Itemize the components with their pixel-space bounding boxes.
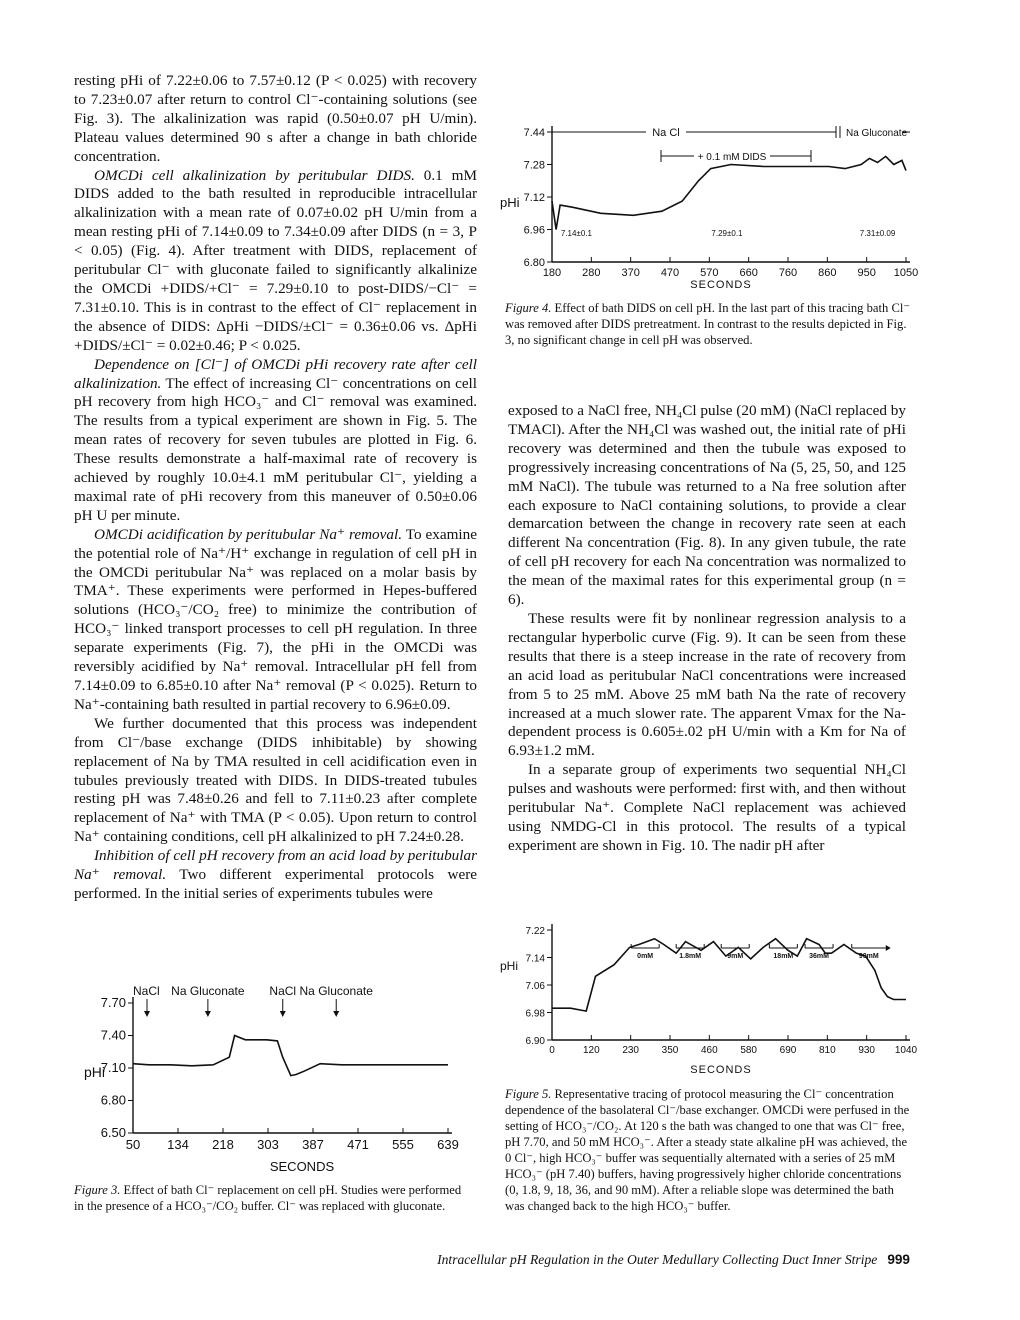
page-number: 999 (887, 1252, 910, 1267)
x-axis-label: SECONDS (690, 1064, 752, 1076)
annotation-label: 90mM (858, 953, 879, 960)
x-tick-label: 134 (167, 1137, 189, 1152)
x-tick-label: 120 (582, 1045, 600, 1056)
paragraph: resting pHi of 7.22±0.06 to 7.57±0.12 (P < 0.025) with recovery to 7.23±0.07 after return to control Cl⁻-containing solutions (see Fig. 3). The alkalinization was rapid (0.50±0.07 pH U/min). Plateau values determined 90 s after a change in bath chloride concentration. (74, 72, 477, 165)
figure-3-chart (84, 984, 468, 1175)
value-label: 7.14±0.1 (560, 229, 592, 238)
x-tick-label: 460 (700, 1045, 718, 1056)
x-tick-label: 555 (392, 1137, 414, 1152)
y-tick-label: 7.14 (525, 953, 545, 965)
x-axis-label: SECONDS (690, 279, 752, 291)
x-tick-label: 280 (582, 267, 601, 279)
x-tick-label: 350 (661, 1045, 679, 1056)
section-heading: OMCDi cell alkalinization by peritubular DIDS. (94, 166, 415, 184)
x-tick-label: 470 (660, 267, 680, 279)
y-tick-label: 7.40 (100, 1027, 126, 1043)
x-tick-label: 471 (347, 1137, 369, 1152)
x-tick-label: 1040 (894, 1045, 918, 1056)
value-label: 7.31±0.09 (859, 229, 896, 238)
annotation-label: 0mM (637, 953, 654, 960)
y-axis-label: pHi (84, 1064, 106, 1080)
section-heading: Dependence on [Cl⁻] of OMCDi pHi recovery rate after cell alkalinization. (74, 355, 477, 392)
series-line (133, 1036, 448, 1076)
x-tick-label: 218 (212, 1137, 234, 1152)
right-column (508, 402, 906, 856)
y-tick-label: 6.96 (523, 224, 545, 237)
x-tick-label: 660 (739, 267, 758, 279)
y-tick-label: 6.98 (525, 1008, 545, 1020)
x-tick-label: 950 (857, 267, 876, 279)
section-heading: Inhibition of cell pH recovery from an acid load by peritubular Na⁺ removal. (74, 847, 477, 884)
x-tick-label: 580 (740, 1045, 758, 1056)
x-tick-label: 0 (549, 1045, 555, 1056)
running-footer (400, 1252, 910, 1268)
paragraph: exposed to a NaCl free, NH₄Cl pulse (20 mM) (NaCl replaced by TMACl). After the NH₄Cl was washed out, the initial rate of pHi recovery was determined and then the tubule was exposed to progressively increasing concentrations of Na (5, 25, 50, and 125 mM NaCl). The tubule was returned to a Na free solution after each exposure to NaCl containing solutions, to provide a clear demarcation between the change in recovery rate seen at each different Na concentration (Fig. 8). In any given tubule, the rate of cell pH recovery for each Na concentration was normalized to the mean of the maximal rates for this experimental group (n = 6). (508, 402, 906, 609)
left-column (74, 72, 477, 904)
figure-4-caption: Figure 4. Effect of bath DIDS on cell pH. In the last part of this tracing bath Cl⁻ was removed after DIDS pretreatment. In contrast to the results depicted in Fig. 3, no significant change in cell pH was observed. (505, 301, 911, 347)
annotation-label: Na Gluconate (846, 128, 908, 139)
x-tick-label: 180 (542, 267, 562, 279)
annotation-label: + 0.1 mM DIDS (697, 152, 767, 163)
figure-5-caption: Figure 5. Representative tracing of protocol measuring the Cl⁻ concentration dependence of the basolateral Cl⁻/base exchanger. OMCDi were perfused in the setting of HCO₃⁻/CO₂. At 120 s the bath was changed to one that was Cl⁻ free, pH 7.70, and 50 mM HCO₃⁻. After a steady state alkaline pH was achieved, the 0 Cl⁻, high HCO₃⁻ buffer was sequentially alternated with a series of 25 mM HCO₃⁻ (pH 7.40) buffers, having progressively higher chloride concentrations (0, 1.8, 9, 18, 36, and 90 mM). After a reliable slope was determined the bath was changed back to the high HCO₃⁻ buffer. (505, 1087, 910, 1213)
annotation-label: Na Cl (652, 127, 680, 139)
y-tick-label: 6.80 (100, 1092, 126, 1108)
y-tick-label: 7.06 (525, 981, 545, 992)
annotation-label: Na Gluconate (299, 984, 373, 998)
y-axis-label: pHi (500, 959, 519, 973)
annotation-label: 1.8mM (679, 953, 702, 960)
y-tick-label: 7.12 (523, 192, 545, 204)
x-tick-label: 230 (622, 1045, 640, 1056)
paragraph: OMCDi cell alkalinization by peritubular DIDS. 0.1 mM DIDS added to the bath resulted in reproducible intracellular alkalinization with a mean rate of 0.07±0.02 pH U/min from a mean resting pHi of 7.14±0.09 to 7.34±0.09 after DIDS (n = 3, P < 0.05) (Fig. 4). After treatment with DIDS, replacement of peritubular Cl⁻ with gluconate failed to significantly alkalinize the OMCDi +DIDS/+Cl⁻ = 7.29±0.10 to post-DIDS/−Cl⁻ = 7.31±0.10. This is in contrast to the effect of Cl⁻ replacement in the absence of DIDS: ΔpHi −DIDS/±Cl⁻ = 0.36±0.06 vs. ΔpHi +DIDS/±Cl⁻ = 0.02±0.46; P < 0.025. (74, 166, 478, 354)
x-tick-label: 639 (437, 1137, 459, 1152)
value-label: 7.29±0.1 (711, 229, 743, 238)
paragraph: These results were fit by nonlinear regression analysis to a rectangular hyperbolic curve (Fig. 9). It can be seen from these results that there is a steep increase in the rate of recovery from an acid load as peritubular NaCl concentrations were increased from 5 to 25 mM. Above 25 mM bath Na the rate of recovery increased at a much slower rate. The apparent Vmax for the Na-dependent process is 0.605±.02 pH U/min with a Km for Na of 6.93±1.2 mM. (508, 609, 906, 760)
y-tick-label: 7.44 (523, 127, 545, 139)
figure-3 (84, 984, 468, 1175)
paragraph: Inhibition of cell pH recovery from an acid load by peritubular Na⁺ removal. Two different experimental protocols were performed. In the initial series of experiments tubules were (74, 847, 477, 902)
arrowhead (333, 1011, 339, 1017)
y-tick-label: 7.28 (523, 159, 545, 172)
paragraph: We further documented that this process was independent from Cl⁻/base exchange (DIDS inhibitable) by showing replacement of Na by TMA resulted in cell acidification even in tubules previously treated with DIDS. In DIDS-treated tubules resting pH was 7.48±0.26 and fell to 7.11±0.23 after complete replacement of Na⁺ with TMA (P < 0.05). Upon return to control Na⁺ containing conditions, cell pH alkalinized to pH 7.24±0.28. (74, 714, 477, 846)
y-tick-label: 7.70 (100, 995, 126, 1010)
y-axis-label: pHi (500, 195, 520, 210)
paragraph: In a separate group of experiments two sequential NH₄Cl pulses and washouts were performed: first with, and then without peritubular Na⁺. Complete NaCl replacement was achieved using NMDG-Cl in this protocol. The results of a typical experiment are shown in Fig. 10. The nadir pH after (508, 761, 906, 854)
x-tick-label: 387 (302, 1137, 324, 1152)
x-axis-label: SECONDS (269, 1159, 335, 1174)
annotation-label: 18mM (773, 953, 794, 960)
annotation-label: NaCl (133, 984, 160, 998)
x-tick-label: 690 (779, 1045, 797, 1056)
x-tick-label: 860 (818, 267, 837, 279)
section-heading: OMCDi acidification by peritubular Na⁺ removal. (94, 525, 402, 543)
journal-section-title: Intracellular pH Regulation in the Outer Medullary Collecting Duct Inner Stripe (437, 1252, 878, 1267)
x-tick-label: 50 (125, 1137, 141, 1152)
y-tick-label: 6.90 (525, 1036, 545, 1047)
arrowhead (886, 945, 891, 951)
x-tick-label: 303 (257, 1137, 279, 1152)
annotation-label: 36mM (809, 953, 829, 960)
y-tick-label: 7.10 (100, 1060, 126, 1075)
paragraph: Dependence on [Cl⁻] of OMCDi pHi recovery rate after cell alkalinization. The effect of increasing Cl⁻ concentrations on cell pH recovery from high HCO₃⁻ and Cl⁻ removal was examined. The results from a typical experiment are shown in Fig. 5. The mean rates of recovery for seven tubules are plotted in Fig. 6. These results demonstrate a half-maximal rate of recovery is achieved by roughly 10.0±4.1 mM peritubular Cl⁻, yielding a maximal rate of pHi recovery from this maneuver of 0.50±0.06 pH U per minute. (74, 355, 477, 524)
figure-4-chart (500, 112, 919, 292)
x-tick-label: 930 (858, 1045, 876, 1056)
arrowhead (280, 1011, 286, 1017)
paragraph: OMCDi acidification by peritubular Na⁺ removal. To examine the potential role of Na⁺/H⁺ exchange in regulation of cell pH in the OMCDi peritubular Na⁺ was replaced on a molar basis by TMA⁺. These experiments were performed in Hepes-buffered solutions (HCO₃⁻/CO₂ free) to minimize the contribution of HCO₃⁻ linked transport processes to cell pH regulation. In three separate experiments (Fig. 7), the pHi in the OMCDi was reversibly acidified by Na⁺ removal. Intracellular pH fell from 7.14±0.09 to 6.85±0.10 after Na⁺ removal (P < 0.025). Return to Na⁺-containing bath resulted in partial recovery to 6.96±0.09. (74, 525, 477, 713)
figure-4 (500, 112, 919, 292)
y-tick-label: 6.50 (100, 1125, 126, 1140)
arrowhead (144, 1011, 150, 1017)
x-tick-label: 370 (621, 267, 640, 279)
annotation-label: 9mM (727, 953, 744, 960)
figure-5-chart (500, 900, 918, 1080)
arrowhead (205, 1011, 211, 1017)
annotation-label: NaCl (269, 984, 297, 998)
y-tick-label: 6.80 (523, 257, 545, 269)
series-line (552, 156, 906, 229)
x-tick-label: 810 (818, 1045, 836, 1056)
figure-3-caption: Figure 3. Effect of bath Cl⁻ replacement on cell pH. Studies were performed in the presence of a HCO₃⁻/CO₂ buffer. Cl⁻ was replaced with gluconate. (74, 1183, 462, 1213)
x-tick-label: 570 (700, 267, 719, 279)
x-tick-label: 760 (778, 267, 798, 279)
y-tick-label: 7.22 (525, 926, 545, 937)
series-line (552, 939, 906, 1011)
x-tick-label: 1050 (893, 267, 919, 279)
annotation-label: Na Gluconate (171, 984, 245, 998)
figure-5 (500, 900, 918, 1080)
